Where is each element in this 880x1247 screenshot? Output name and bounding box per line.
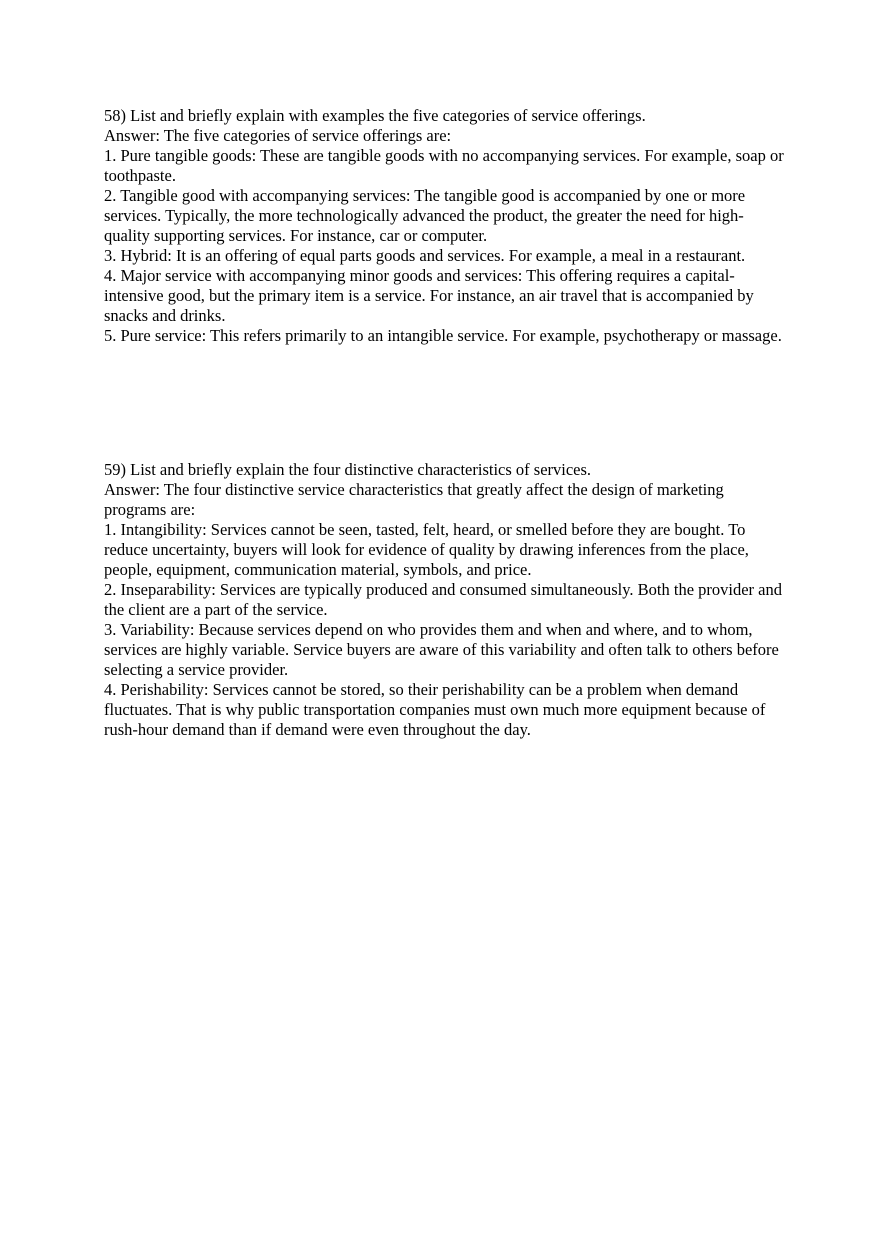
question-58-text: 58) List and briefly explain with examples the five categories of service offerings. [104,106,646,125]
question-59-item-4: 4. Perishability: Services cannot be stored, so their perishability can be a problem when demand fluctuates. That is why public transportation companies must own much more equipment because of rush-hour demand than if demand were even throughout the day. [104,680,766,739]
question-59-block [104,460,784,740]
question-59-item-3: 3. Variability: Because services depend on who provides them and when and where, and to whom, services are highly variable. Service buyers are aware of this variability and often talk to others before selecting a service provider. [104,620,779,679]
question-58-item-1: 1. Pure tangible goods: These are tangible goods with no accompanying services. For example, soap or toothpaste. [104,146,784,185]
question-58-answer-intro: Answer: The five categories of service offerings are: [104,126,452,145]
question-59-item-1: 1. Intangibility: Services cannot be seen, tasted, felt, heard, or smelled before they are bought. To reduce uncertainty, buyers will look for evidence of quality by drawing inferences from the place, people, equipment, communication material, symbols, and price. [104,520,749,579]
question-58-item-3: 3. Hybrid: It is an offering of equal parts goods and services. For example, a meal in a restaurant. [104,246,746,265]
question-58-item-5: 5. Pure service: This refers primarily to an intangible service. For example, psychotherapy or massage. [104,326,782,345]
question-59-item-2: 2. Inseparability: Services are typically produced and consumed simultaneously. Both the provider and the client are a part of the service. [104,580,782,619]
question-58-block [104,106,784,346]
question-58-item-4: 4. Major service with accompanying minor goods and services: This offering requires a capital-intensive good, but the primary item is a service. For instance, an air travel that is accompanied by snacks and drinks. [104,266,754,325]
question-58-item-2: 2. Tangible good with accompanying services: The tangible good is accompanied by one or more services. Typically, the more technologically advanced the product, the greater the need for high-quality supporting services. For instance, car or computer. [104,186,746,245]
question-59-text: 59) List and briefly explain the four distinctive characteristics of services. [104,460,592,479]
question-59-answer-intro: Answer: The four distinctive service characteristics that greatly affect the design of marketing programs are: [104,480,724,519]
